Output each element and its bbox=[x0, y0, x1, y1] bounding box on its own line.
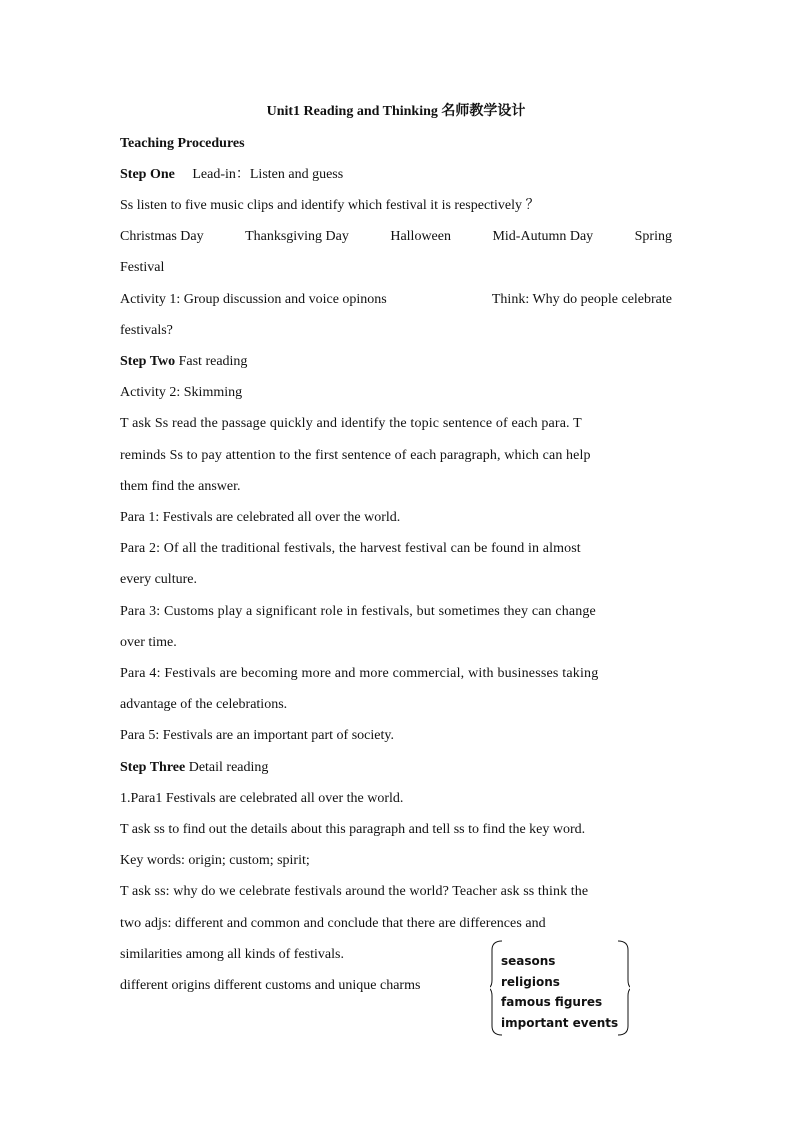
step-one-label: Step One bbox=[120, 167, 175, 182]
activity-one-cont: festivals? bbox=[120, 323, 173, 338]
step-three-text: Detail reading bbox=[188, 760, 269, 775]
different-line: different origins different customs and unique charms bbox=[120, 978, 421, 993]
detail-instruction: T ask ss to find out the details about this paragraph and tell ss to find the key word. bbox=[120, 822, 586, 837]
step-one-text: Lead-in：Listen and guess bbox=[192, 167, 344, 182]
step-three bbox=[120, 759, 672, 777]
para-4: Para 4: Festivals are becoming more and more commercial, with businesses taking bbox=[120, 666, 599, 681]
para-1: Para 1: Festivals are celebrated all over the world. bbox=[120, 510, 401, 525]
step-one-instruction: Ss listen to five music clips and identify which festival it is respectively ？ bbox=[120, 198, 540, 213]
para-2-cont: every culture. bbox=[120, 572, 197, 587]
para-4-cont: advantage of the celebrations. bbox=[120, 697, 288, 712]
brace-item: famous figures bbox=[501, 995, 603, 1010]
key-words: Key words: origin; custom; spirit; bbox=[120, 853, 310, 868]
festival-item: Halloween bbox=[390, 229, 451, 244]
why-question-cont: two adjs: different and common and conclude that there are differences and bbox=[120, 916, 546, 931]
activity-two: Activity 2: Skimming bbox=[120, 385, 243, 400]
para-3: Para 3: Customs play a significant role in festivals, but sometimes they can change bbox=[120, 604, 596, 619]
brace-item: important events bbox=[501, 1016, 619, 1031]
why-question-end: similarities among all kinds of festivals. bbox=[120, 947, 344, 962]
activity-one-think: Think: Why do people celebrate bbox=[491, 292, 672, 307]
why-question: T ask ss: why do we celebrate festivals around the world? Teacher ask ss think the bbox=[120, 884, 589, 899]
step-one bbox=[120, 166, 672, 184]
section-heading: Teaching Procedures bbox=[120, 136, 245, 151]
festival-list bbox=[120, 228, 672, 246]
step-two-text: Fast reading bbox=[178, 354, 248, 369]
festival-item: Thanksgiving Day bbox=[245, 229, 349, 244]
step-two-label: Step Two bbox=[120, 354, 176, 369]
para-5: Para 5: Festivals are an important part of society. bbox=[120, 728, 394, 743]
para-2: Para 2: Of all the traditional festivals, the harvest festival can be found in almost bbox=[120, 541, 581, 556]
festival-item: Christmas Day bbox=[120, 229, 204, 244]
step-two bbox=[120, 353, 672, 371]
brace-item: seasons bbox=[501, 954, 556, 968]
activity-one-text: Activity 1: Group discussion and voice opinons bbox=[120, 292, 387, 307]
festival-item: Spring bbox=[634, 229, 672, 244]
festival-list-cont: Festival bbox=[120, 260, 165, 275]
para-3-cont: over time. bbox=[120, 635, 177, 650]
activity-one bbox=[120, 291, 672, 309]
document-title: Unit1 Reading and Thinking 名师教学设计 bbox=[266, 104, 526, 119]
skim-line: T ask Ss read the passage quickly and identify the topic sentence of each para. T bbox=[120, 416, 582, 431]
skim-line: reminds Ss to pay attention to the first sentence of each paragraph, which can help bbox=[120, 448, 591, 463]
skim-line-last: them find the answer. bbox=[120, 479, 241, 494]
detail-para-1: 1.Para1 Festivals are celebrated all over the world. bbox=[120, 791, 404, 806]
festival-item: Mid-Autumn Day bbox=[492, 229, 594, 244]
brace-items bbox=[501, 951, 618, 1034]
brace-item: religions bbox=[501, 974, 560, 989]
step-three-label: Step Three bbox=[120, 760, 186, 775]
brace-list bbox=[490, 940, 630, 1036]
